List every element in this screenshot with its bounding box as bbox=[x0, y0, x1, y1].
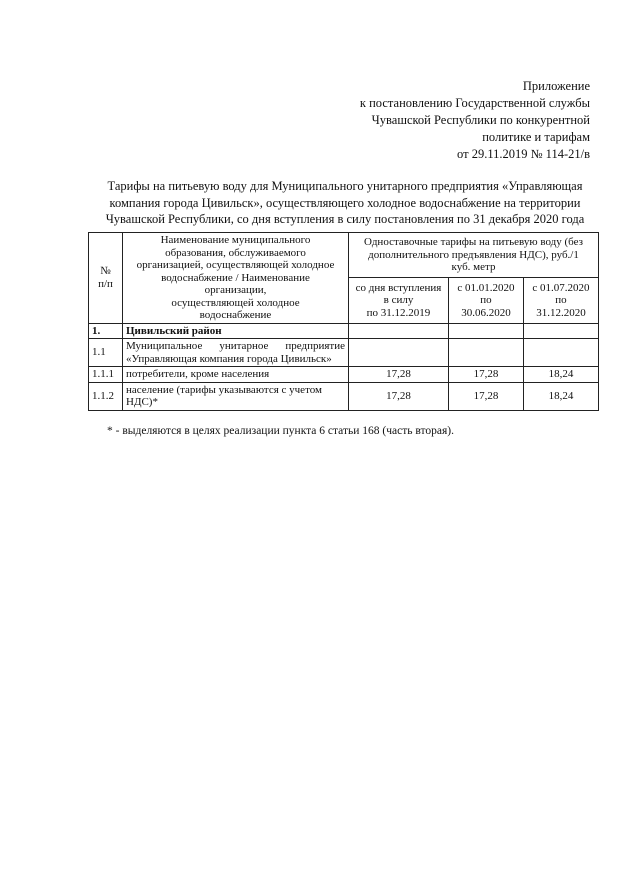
row-num: 1. bbox=[89, 323, 123, 339]
table-row bbox=[89, 323, 599, 339]
header-num-line: п/п bbox=[98, 277, 113, 290]
row-num: 1.1.2 bbox=[89, 382, 123, 410]
row-name: Цивильский район bbox=[123, 323, 349, 339]
header-name-line: Наименование муниципального bbox=[160, 234, 311, 246]
row-name: Муниципальное унитарное предприятие «Управляющая компания города Цивильск» bbox=[123, 339, 349, 367]
row-value bbox=[349, 323, 449, 339]
table-row bbox=[89, 367, 599, 383]
header-period-line: в силу bbox=[383, 294, 414, 307]
header-num bbox=[89, 233, 123, 324]
header-tariff bbox=[349, 233, 599, 278]
row-value: 17,28 bbox=[449, 382, 524, 410]
row-name: население (тарифы указываются с учетом НДС)* bbox=[123, 382, 349, 410]
row-value: 17,28 bbox=[349, 367, 449, 383]
header-period-line: по 31.12.2019 bbox=[366, 306, 431, 319]
header-name-line: осуществляющей холодное bbox=[171, 296, 300, 309]
header-name-line: организации, bbox=[204, 284, 267, 296]
header-name-line: организацией, осуществляющей холодное bbox=[136, 259, 335, 271]
row-value: 18,24 bbox=[524, 382, 599, 410]
table-row bbox=[89, 382, 599, 410]
row-num: 1.1.1 bbox=[89, 367, 123, 383]
tariff-table bbox=[88, 232, 599, 411]
table-row bbox=[89, 339, 599, 367]
header-period-line: по bbox=[555, 294, 567, 307]
row-value bbox=[349, 339, 449, 367]
footnote: * - выделяются в целях реализации пункта 6 статьи 168 (часть вторая). bbox=[107, 425, 454, 437]
row-value bbox=[449, 339, 524, 367]
header-tariff-line: дополнительного предъявления НДС), руб./1 bbox=[368, 248, 579, 261]
header-period-line: с 01.07.2020 bbox=[532, 281, 590, 294]
header-name-line: водоснабжение bbox=[199, 309, 272, 321]
row-value bbox=[449, 323, 524, 339]
header-tariff-line: куб. метр bbox=[451, 261, 496, 274]
document-title bbox=[90, 178, 600, 228]
header-name bbox=[123, 233, 349, 324]
header-period-line: с 01.01.2020 bbox=[457, 281, 515, 294]
appendix-line: к постановлению Государственной службы bbox=[359, 96, 590, 110]
row-value: 18,24 bbox=[524, 367, 599, 383]
title-line: Чувашской Республики, со дня вступления в силу постановления по 31 декабря 2020 года bbox=[105, 212, 585, 226]
header-period-2 bbox=[449, 278, 524, 323]
header-name-line: образования, обслуживаемого bbox=[165, 246, 306, 259]
appendix-header bbox=[260, 78, 590, 163]
header-name-line: водоснабжение / Наименование bbox=[161, 271, 310, 284]
header-period-line: по bbox=[480, 294, 492, 307]
table-header-row bbox=[89, 233, 599, 278]
header-period-line: 31.12.2020 bbox=[536, 306, 586, 319]
appendix-line: Чувашской Республики по конкурентной bbox=[371, 113, 590, 127]
header-tariff-line: Одноставочные тарифы на питьевую воду (без bbox=[364, 236, 583, 249]
row-num: 1.1 bbox=[89, 339, 123, 367]
row-value bbox=[524, 339, 599, 367]
header-num-line: № bbox=[100, 265, 111, 278]
appendix-line: политике и тарифам bbox=[482, 130, 590, 144]
appendix-line: Приложение bbox=[522, 79, 590, 93]
row-value: 17,28 bbox=[449, 367, 524, 383]
header-period-line: со дня вступления bbox=[355, 281, 442, 294]
row-name: потребители, кроме населения bbox=[123, 367, 349, 383]
header-period-1 bbox=[349, 278, 449, 323]
title-line: Тарифы на питьевую воду для Муниципального унитарного предприятия «Управляющая bbox=[107, 179, 583, 193]
appendix-line: от 29.11.2019 № 114-21/в bbox=[457, 147, 590, 161]
row-value: 17,28 bbox=[349, 382, 449, 410]
header-period-3 bbox=[524, 278, 599, 323]
title-line: компания города Цивильск», осуществляющего холодное водоснабжение на территории bbox=[109, 195, 581, 210]
header-period-line: 30.06.2020 bbox=[461, 306, 511, 319]
row-value bbox=[524, 323, 599, 339]
